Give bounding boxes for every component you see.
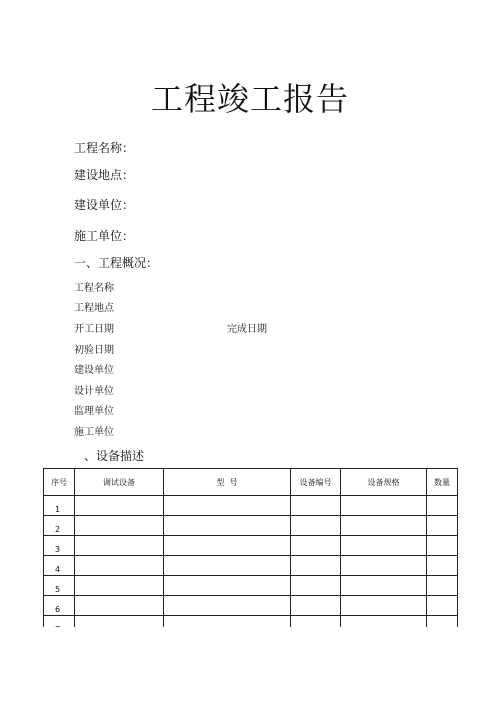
col-header-equipment: 调试设备 bbox=[75, 469, 164, 496]
table-cell bbox=[341, 576, 427, 596]
table-row bbox=[44, 496, 458, 516]
page-bottom-margin bbox=[0, 627, 500, 708]
overview-initial-inspection-date: 初验日期 bbox=[74, 345, 114, 356]
table-cell bbox=[164, 496, 291, 516]
row-index: 6 bbox=[44, 596, 75, 616]
overview-builder-unit: 施工单位 bbox=[74, 427, 114, 438]
row-index: 1 bbox=[44, 496, 75, 516]
table-cell bbox=[75, 496, 164, 516]
overview-project-name: 工程名称 bbox=[74, 283, 114, 294]
col-header-model: 型 号 bbox=[164, 469, 291, 496]
table-row bbox=[44, 556, 458, 576]
section-overview-heading: 一、工程概况： bbox=[74, 256, 159, 270]
table-row bbox=[44, 576, 458, 596]
table-cell bbox=[341, 556, 427, 576]
table-cell bbox=[427, 556, 458, 576]
overview-start-date: 开工日期 bbox=[74, 324, 114, 335]
table-cell bbox=[341, 536, 427, 556]
table-cell bbox=[427, 576, 458, 596]
table-cell bbox=[291, 576, 341, 596]
overview-construction-unit: 建设单位 bbox=[74, 365, 114, 376]
table-cell bbox=[341, 516, 427, 536]
table-row bbox=[44, 536, 458, 556]
table-header-row bbox=[44, 469, 458, 496]
table-cell bbox=[427, 496, 458, 516]
table-cell bbox=[164, 536, 291, 556]
row-index: 2 bbox=[44, 516, 75, 536]
table-cell bbox=[341, 596, 427, 616]
table-cell bbox=[164, 556, 291, 576]
table-cell bbox=[427, 516, 458, 536]
table-cell bbox=[75, 536, 164, 556]
table-cell bbox=[427, 536, 458, 556]
col-header-index: 序号 bbox=[44, 469, 75, 496]
overview-completion-date: 完成日期 bbox=[227, 324, 267, 335]
table-cell bbox=[164, 576, 291, 596]
table-cell bbox=[164, 596, 291, 616]
overview-location: 工程地点 bbox=[74, 303, 114, 314]
table-cell bbox=[291, 516, 341, 536]
row-index: 3 bbox=[44, 536, 75, 556]
section-equipment-heading: 、设备描述 bbox=[84, 449, 145, 463]
construction-location-label: 建设地点： bbox=[74, 168, 135, 182]
row-index: 5 bbox=[44, 576, 75, 596]
col-header-quantity: 数量 bbox=[427, 469, 458, 496]
overview-supervision-unit: 监理单位 bbox=[74, 406, 114, 417]
table-cell bbox=[291, 556, 341, 576]
construction-unit-label: 建设单位： bbox=[74, 198, 135, 212]
table-cell bbox=[75, 516, 164, 536]
table-cell bbox=[291, 496, 341, 516]
col-header-equipment-number: 设备编号 bbox=[291, 469, 341, 496]
table-cell bbox=[291, 536, 341, 556]
col-header-specification: 设备规格 bbox=[341, 469, 427, 496]
project-name-label: 工程名称： bbox=[74, 141, 135, 155]
report-title: 工程竣工报告 bbox=[150, 80, 349, 118]
table-cell bbox=[341, 496, 427, 516]
row-index: 4 bbox=[44, 556, 75, 576]
table-cell bbox=[75, 556, 164, 576]
builder-unit-label: 施工单位： bbox=[74, 229, 135, 243]
table-cell bbox=[75, 576, 164, 596]
overview-design-unit: 设计单位 bbox=[74, 386, 114, 397]
table-cell bbox=[291, 596, 341, 616]
table-row bbox=[44, 516, 458, 536]
table-cell bbox=[164, 516, 291, 536]
table-cell bbox=[75, 596, 164, 616]
table-cell bbox=[427, 596, 458, 616]
table-row bbox=[44, 596, 458, 616]
